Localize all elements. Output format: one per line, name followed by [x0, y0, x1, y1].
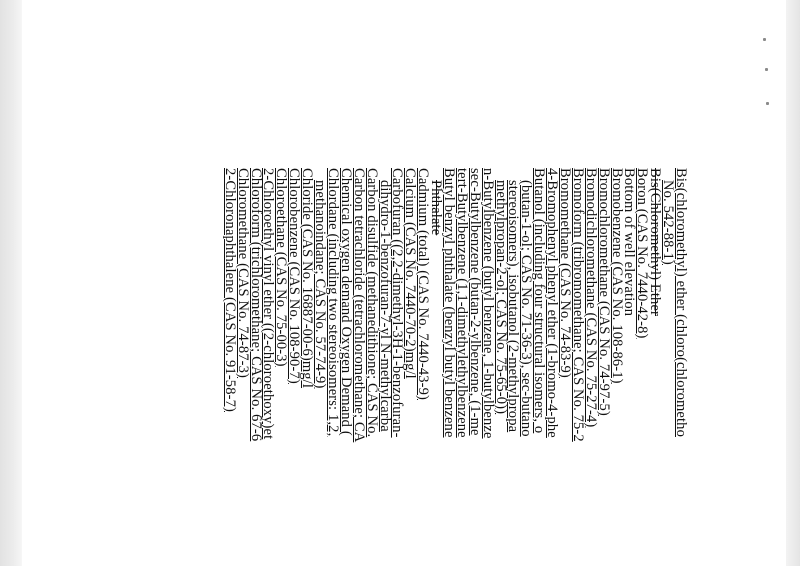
document-line-text: Carbon disulfide (methanedithione; CAS No.	[363, 168, 380, 438]
document-line-text: methylpropan-2-ol; CAS No. 75-65-0))	[492, 180, 509, 415]
document-line-text: Bis(Chloromethyl) Ether	[647, 168, 664, 317]
rotated-text-block	[223, 168, 687, 558]
document-line-text: tert-Butylbenzene (1,1-dimethylethylbenzene	[453, 168, 470, 438]
right-margin-shadow	[786, 0, 800, 566]
document-line-text: Chlordane (including two stereoisomers: 1,2,	[324, 168, 341, 437]
document-line-text: Chloroform (trichloromethane; CAS No. 67-6	[247, 168, 264, 442]
document-line-text: Chloride (CAS No. 16887-00-6)mg/l	[299, 168, 316, 389]
document-line-text: Chloromethane (CAS No. 74-87-3)	[234, 168, 251, 379]
document-line-text: Bromodichloromethane (CAS No. 75-27-4)	[582, 168, 599, 428]
document-line-text: Carbon tetrachloride (tetrachloromethane; CA	[350, 168, 367, 443]
document-line-text: Cadmium (total) (CAS No. 7440-43-9)	[415, 168, 432, 400]
document-line-text: Bis(chloromethyl) ether (chloro(chlorometho	[673, 168, 689, 437]
document-line-text: Bromomethane (CAS No. 74-83-9)	[556, 168, 573, 378]
document-line-text: (butan-1-ol; CAS No. 71-36-3), sec-butano	[518, 180, 535, 437]
document-line-text: Phthalate	[428, 180, 445, 236]
document-line-text: No. 542-88-1)	[660, 180, 677, 265]
document-line-text: 2-Chloroethyl vinyl ether ((2-chloroethoxy)et	[260, 168, 277, 440]
document-line-text: Bottom of well elevation	[621, 168, 638, 317]
document-line-text: Bromochloromethane (CAS No. 74-97-5)	[595, 168, 612, 416]
document-line-text: Chloroethane (CAS No. 75-00-3)	[273, 168, 290, 367]
document-line-text: n-Butylbenzene (butyl benzene, 1-butylbenze	[479, 168, 496, 439]
document-line-text: dihydro-1-benzofuran-7-yl N-methylcarba	[376, 180, 393, 432]
document-line-text: Carbofuran ((2,2-dimethyl-3H-1-benzofuran-	[389, 168, 406, 438]
document-line-text: Bromobenzene (CAS No. 108-86-1)	[608, 168, 625, 384]
document-line-text: Butanol (including four structural isomers, o	[531, 168, 548, 434]
document-line-text: Butyl benzyl phthalate (benzyl butyl benzene	[440, 168, 457, 438]
document-line-text: stereoisomers), isobutanol (2-methylpropa	[505, 180, 522, 433]
document-line-text: Chemical oxygen demand Oxygen Demand (	[337, 168, 354, 436]
left-margin-shadow	[0, 0, 22, 566]
document-line-text: Chlorobenzene (CAS No. 108-90-7)	[286, 168, 303, 384]
document-line-text: Bromoform (tribromomethane; CAS No. 75-2	[569, 168, 586, 442]
document-line-text: Calcium (CAS No. 7440-70-2)mg/l	[402, 168, 419, 379]
scan-speck	[763, 38, 766, 41]
document-line-text: 4-Bromophenyl phenyl ether (1-bromo-4-phe	[544, 168, 561, 438]
document-line	[223, 168, 236, 558]
constituent-list	[223, 168, 687, 558]
document-line-text: methanoindane; CAS No. 57-74-9)	[312, 180, 329, 389]
document-line-text: 2-Chloronaphthalene (CAS No. 91-58-7)	[221, 168, 238, 412]
document-line-text: Boron (CAS No. 7440-42-8)	[634, 168, 651, 339]
document-line-text: sec-Butylbenzene (butan-2-ylbenzene, (1-me	[466, 168, 483, 436]
scan-speck	[766, 102, 769, 105]
scan-speck	[765, 68, 768, 71]
